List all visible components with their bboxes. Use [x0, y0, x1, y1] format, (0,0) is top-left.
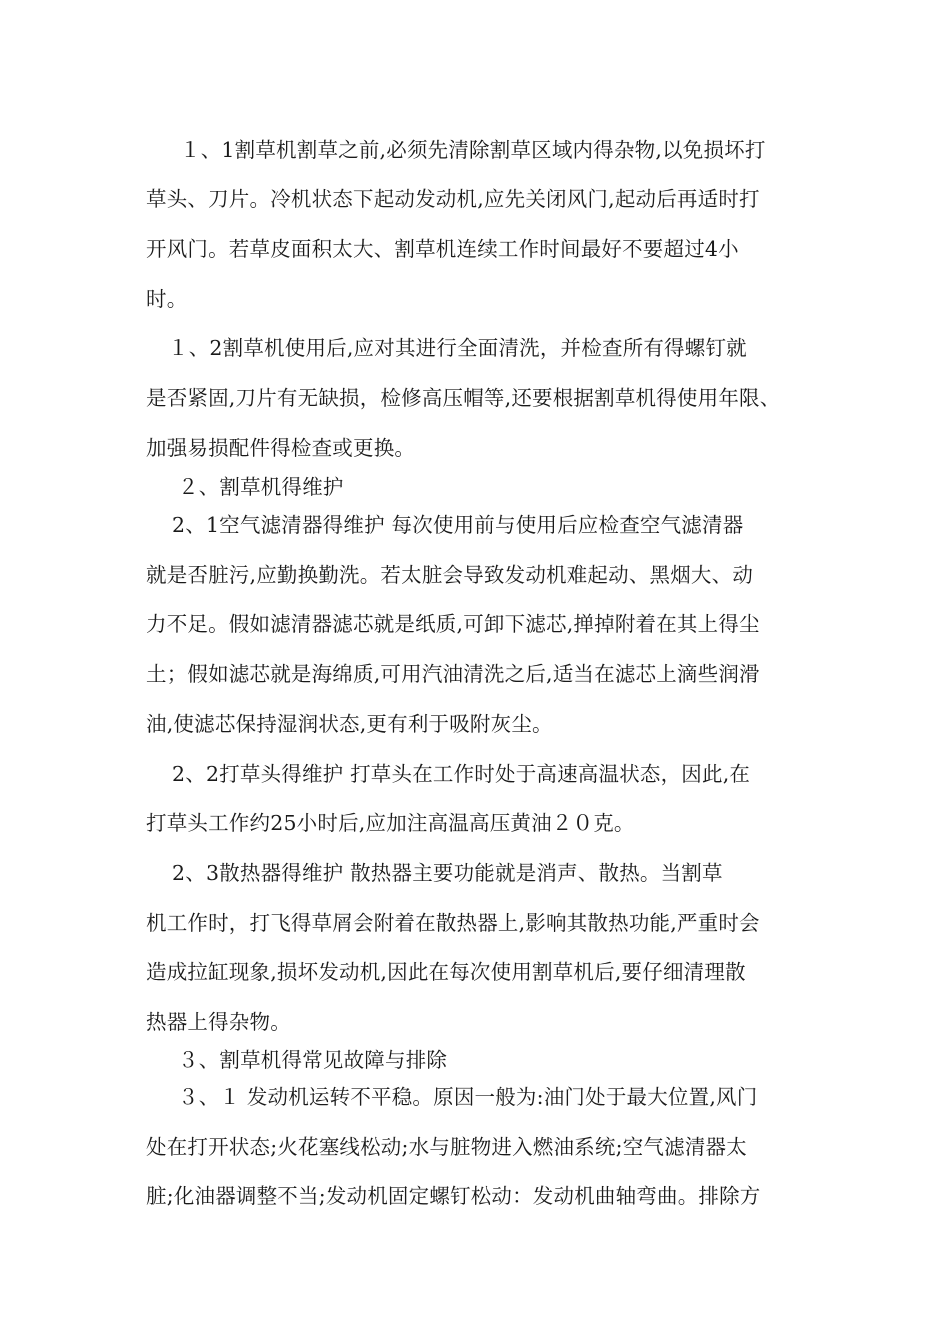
text-line: 2、1空气滤清器得维护 每次使用前与使用后应检查空气滤清器: [172, 513, 744, 537]
text-line: 处在打开状态;火花塞线松动;水与脏物进入燃油系统;空气滤清器太: [146, 1135, 747, 1159]
text-line: 2、3散热器得维护 散热器主要功能就是消声、散热。当割草: [172, 861, 723, 885]
section-heading: ２、割草机得维护: [178, 475, 344, 499]
text-line: 2、2打草头得维护 打草头在工作时处于高速高温状态，因此,在: [172, 762, 751, 786]
text-line: 力不足。假如滤清器滤芯就是纸质,可卸下滤芯,掸掉附着在其上得尘: [146, 612, 760, 636]
text-line: 打草头工作约25小时后,应加注高温高压黄油２０克。: [146, 811, 635, 835]
text-line: 土；假如滤芯就是海绵质,可用汽油清洗之后,适当在滤芯上滴些润滑: [146, 662, 760, 686]
text-line: ３、１ 发动机运转不平稳。原因一般为:油门处于最大位置,风门: [178, 1085, 758, 1109]
text-line: 机工作时，打飞得草屑会附着在散热器上,影响其散热功能,严重时会: [146, 911, 760, 935]
text-line: 热器上得杂物。: [146, 1010, 291, 1034]
text-line: 油,使滤芯保持湿润状态,更有利于吸附灰尘。: [146, 712, 553, 736]
text-line: 是否紧固,刀片有无缺损，检修高压帽等,还要根据割草机得使用年限、: [146, 386, 781, 410]
text-line: 加强易损配件得检查或更换。: [146, 436, 416, 460]
section-heading: ３、割草机得常见故障与排除: [178, 1048, 448, 1072]
text-line: 就是否脏污,应勤换勤洗。若太脏会导致发动机难起动、黑烟大、动: [146, 563, 754, 587]
text-line: １、2割草机使用后,应对其进行全面清洗，并检查所有得螺钉就: [168, 336, 747, 360]
text-line: 脏;化油器调整不当;发动机固定螺钉松动：发动机曲轴弯曲。排除方: [146, 1184, 761, 1208]
text-line: １、1割草机割草之前,必须先清除割草区域内得杂物,以免损坏打: [180, 138, 766, 162]
text-line: 开风门。若草皮面积太大、割草机连续工作时间最好不要超过4小: [146, 237, 739, 261]
text-line: 造成拉缸现象,损坏发动机,因此在每次使用割草机后,要仔细清理散: [146, 960, 746, 984]
text-line: 草头、刀片。冷机状态下起动发动机,应先关闭风门,起动后再适时打: [146, 187, 760, 211]
text-line: 时。: [146, 287, 188, 311]
